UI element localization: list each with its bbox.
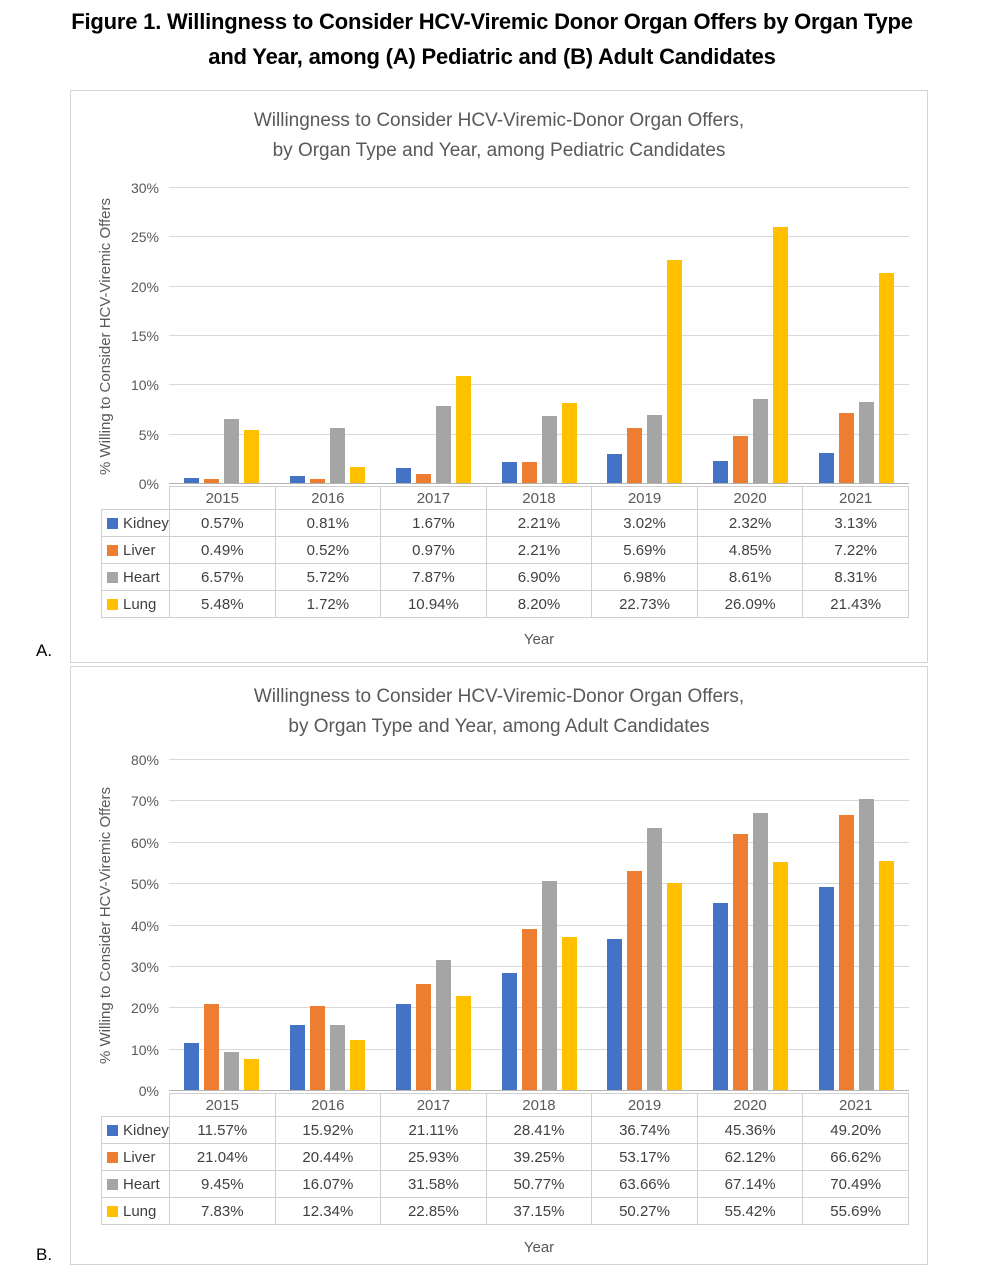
y-tick-label-80%: 80% <box>130 752 159 768</box>
panel-b-label: B. <box>36 1245 53 1264</box>
table-corner-cell <box>102 487 170 510</box>
value-liver-2016: 20.44% <box>275 1144 381 1171</box>
bar-group-2021 <box>803 760 909 1091</box>
value-lung-2021: 21.43% <box>803 591 909 618</box>
data-table <box>101 486 909 618</box>
value-lung-2017: 10.94% <box>381 591 487 618</box>
figure-title <box>0 4 984 74</box>
bar-group-2016 <box>275 760 381 1091</box>
bar-lung-2015 <box>244 430 259 484</box>
bar-group-2020 <box>698 760 804 1091</box>
bar-lung-2021 <box>879 861 894 1091</box>
value-kidney-2021: 49.20% <box>803 1117 909 1144</box>
lung-swatch-icon <box>107 599 118 610</box>
bar-lung-2016 <box>350 467 365 484</box>
y-tick-label-30%: 30% <box>130 180 159 196</box>
data-table <box>101 1093 909 1225</box>
bar-lung-2017 <box>456 376 471 484</box>
bar-group-2015 <box>169 188 275 484</box>
bar-liver-2021 <box>839 413 854 484</box>
table-row-heart <box>102 1171 909 1198</box>
bar-lung-2017 <box>456 996 471 1091</box>
plot-area <box>130 180 909 492</box>
bar-lung-2019 <box>667 260 682 484</box>
y-tick-label-20%: 20% <box>130 1000 159 1017</box>
y-tick-label-60%: 60% <box>130 834 159 851</box>
bar-heart-2016 <box>330 428 345 484</box>
year-header-2019: 2019 <box>592 1094 698 1117</box>
y-tick-label-0%: 0% <box>138 476 159 492</box>
bar-lung-2016 <box>350 1040 365 1091</box>
bar-heart-2015 <box>224 419 239 484</box>
year-header-2015: 2015 <box>170 1094 276 1117</box>
value-lung-2015: 5.48% <box>170 591 276 618</box>
bar-liver-2021 <box>839 815 854 1091</box>
gridline-0% <box>169 483 909 484</box>
lung-swatch-icon <box>107 1206 118 1217</box>
liver-swatch-icon <box>107 545 118 556</box>
kidney-swatch-icon <box>107 518 118 529</box>
value-heart-2020: 8.61% <box>697 564 803 591</box>
y-tick-label-0%: 0% <box>138 1083 159 1099</box>
lung-legend-label: Lung <box>123 1202 157 1220</box>
legend-cell-liver <box>102 537 170 564</box>
y-tick-label-25%: 25% <box>130 229 159 246</box>
bar-lung-2020 <box>773 862 788 1091</box>
value-liver-2019: 5.69% <box>592 537 698 564</box>
y-tick-label-70%: 70% <box>130 793 159 810</box>
bar-heart-2019 <box>647 415 662 484</box>
bar-heart-2021 <box>859 402 874 484</box>
value-kidney-2019: 36.74% <box>592 1117 698 1144</box>
bar-liver-2019 <box>627 428 642 484</box>
value-liver-2018: 39.25% <box>486 1144 592 1171</box>
y-tick-label-5%: 5% <box>138 426 159 443</box>
bar-kidney-2018 <box>502 462 517 484</box>
value-heart-2021: 8.31% <box>803 564 909 591</box>
bar-heart-2015 <box>224 1052 239 1091</box>
data-table-header <box>102 487 909 510</box>
bar-lung-2021 <box>879 273 894 484</box>
y-tick-label-10%: 10% <box>130 377 159 394</box>
value-lung-2020: 26.09% <box>697 591 803 618</box>
plot-area <box>130 752 909 1099</box>
year-header-2021: 2021 <box>803 1094 909 1117</box>
value-kidney-2017: 21.11% <box>381 1117 487 1144</box>
value-heart-2018: 6.90% <box>486 564 592 591</box>
legend-cell-liver <box>102 1144 170 1171</box>
bar-heart-2017 <box>436 960 451 1091</box>
bar-group-2015 <box>169 760 275 1091</box>
table-row-lung <box>102 591 909 618</box>
bar-group-2021 <box>803 188 909 484</box>
year-header-2016: 2016 <box>275 1094 381 1117</box>
bar-heart-2016 <box>330 1025 345 1091</box>
kidney-legend-label: Kidney <box>123 514 169 532</box>
table-row-liver <box>102 537 909 564</box>
bar-kidney-2015 <box>184 1043 199 1091</box>
year-header-2019: 2019 <box>592 487 698 510</box>
x-axis-title: Year <box>523 631 555 648</box>
bar-group-2018 <box>486 760 592 1091</box>
y-axis-title: % Willing to Consider HCV-Viremic Offers <box>97 786 114 1065</box>
bar-liver-2018 <box>522 929 537 1091</box>
value-lung-2019: 22.73% <box>592 591 698 618</box>
value-heart-2016: 16.07% <box>275 1171 381 1198</box>
value-heart-2017: 7.87% <box>381 564 487 591</box>
y-tick-label-10%: 10% <box>130 1041 159 1058</box>
value-kidney-2020: 45.36% <box>697 1117 803 1144</box>
value-liver-2017: 0.97% <box>381 537 487 564</box>
bar-kidney-2017 <box>396 1004 411 1091</box>
bar-liver-2016 <box>310 1006 325 1091</box>
legend-cell-lung <box>102 1198 170 1225</box>
value-liver-2017: 25.93% <box>381 1144 487 1171</box>
value-heart-2020: 67.14% <box>697 1171 803 1198</box>
table-row-lung <box>102 1198 909 1225</box>
x-axis-title: Year <box>523 1239 555 1256</box>
value-liver-2015: 21.04% <box>170 1144 276 1171</box>
pediatric-chart-panel <box>70 90 928 663</box>
bar-liver-2020 <box>733 436 748 484</box>
table-row-liver <box>102 1144 909 1171</box>
liver-legend-label: Liver <box>123 1148 156 1166</box>
bar-group-2018 <box>486 188 592 484</box>
panel-a-label: A. <box>36 641 53 660</box>
year-header-2017: 2017 <box>381 487 487 510</box>
value-heart-2015: 9.45% <box>170 1171 276 1198</box>
value-liver-2021: 66.62% <box>803 1144 909 1171</box>
bar-lung-2020 <box>773 227 788 484</box>
value-lung-2018: 37.15% <box>486 1198 592 1225</box>
value-heart-2017: 31.58% <box>381 1171 487 1198</box>
liver-swatch-icon <box>107 1152 118 1163</box>
bar-group-2020 <box>698 188 804 484</box>
bar-group-2016 <box>275 188 381 484</box>
value-lung-2016: 12.34% <box>275 1198 381 1225</box>
pediatric-chart-title-line2: by Organ Type and Year, among Pediatric Candidates <box>272 140 726 161</box>
bar-group-2017 <box>380 760 486 1091</box>
bar-kidney-2017 <box>396 468 411 484</box>
value-kidney-2016: 0.81% <box>275 510 381 537</box>
legend-cell-lung <box>102 591 170 618</box>
bar-kidney-2019 <box>607 939 622 1091</box>
value-lung-2019: 50.27% <box>592 1198 698 1225</box>
table-header-row <box>102 487 909 510</box>
table-row-kidney <box>102 510 909 537</box>
value-lung-2018: 8.20% <box>486 591 592 618</box>
bar-heart-2021 <box>859 799 874 1091</box>
value-liver-2015: 0.49% <box>170 537 276 564</box>
value-kidney-2016: 15.92% <box>275 1117 381 1144</box>
bar-liver-2018 <box>522 462 537 484</box>
value-heart-2019: 6.98% <box>592 564 698 591</box>
value-liver-2021: 7.22% <box>803 537 909 564</box>
figure-title-line1: Figure 1. Willingness to Consider HCV-Viremic Donor Organ Offers by Organ Type <box>71 9 913 34</box>
value-heart-2015: 6.57% <box>170 564 276 591</box>
value-lung-2021: 55.69% <box>803 1198 909 1225</box>
value-kidney-2015: 0.57% <box>170 510 276 537</box>
y-axis-title: % Willing to Consider HCV-Viremic Offers <box>97 197 114 475</box>
bar-heart-2020 <box>753 399 768 484</box>
table-header-row <box>102 1094 909 1117</box>
bar-heart-2019 <box>647 828 662 1091</box>
bar-lung-2015 <box>244 1059 259 1091</box>
legend-cell-kidney <box>102 510 170 537</box>
year-header-2018: 2018 <box>486 487 592 510</box>
bar-kidney-2021 <box>819 453 834 484</box>
data-table-body <box>102 1117 909 1225</box>
value-kidney-2019: 3.02% <box>592 510 698 537</box>
heart-legend-label: Heart <box>123 1175 160 1193</box>
liver-legend-label: Liver <box>123 541 156 559</box>
year-header-2020: 2020 <box>697 1094 803 1117</box>
gridline-0% <box>169 1090 909 1091</box>
bar-groups <box>169 188 909 484</box>
y-tick-label-40%: 40% <box>130 917 159 934</box>
data-table-header <box>102 1094 909 1117</box>
year-header-2016: 2016 <box>275 487 381 510</box>
adult-chart-title <box>71 667 927 742</box>
bar-heart-2020 <box>753 813 768 1091</box>
value-lung-2016: 1.72% <box>275 591 381 618</box>
kidney-swatch-icon <box>107 1125 118 1136</box>
value-heart-2021: 70.49% <box>803 1171 909 1198</box>
bar-liver-2015 <box>204 1004 219 1091</box>
value-kidney-2020: 2.32% <box>697 510 803 537</box>
y-tick-label-50%: 50% <box>130 876 159 893</box>
value-heart-2019: 63.66% <box>592 1171 698 1198</box>
heart-swatch-icon <box>107 1179 118 1190</box>
value-liver-2020: 4.85% <box>697 537 803 564</box>
bar-kidney-2019 <box>607 454 622 484</box>
pediatric-chart-title-line1: Willingness to Consider HCV-Viremic-Donor Organ Offers, <box>253 110 745 131</box>
adult-chart-panel <box>70 666 928 1265</box>
bar-lung-2018 <box>562 937 577 1091</box>
y-tick-label-20%: 20% <box>130 278 159 295</box>
bar-heart-2018 <box>542 416 557 484</box>
table-row-kidney <box>102 1117 909 1144</box>
bar-group-2017 <box>380 188 486 484</box>
bar-kidney-2020 <box>713 903 728 1091</box>
table-corner-cell <box>102 1094 170 1117</box>
bar-groups <box>169 760 909 1091</box>
value-lung-2015: 7.83% <box>170 1198 276 1225</box>
bar-group-2019 <box>592 760 698 1091</box>
value-liver-2019: 53.17% <box>592 1144 698 1171</box>
bar-lung-2019 <box>667 883 682 1091</box>
year-header-2015: 2015 <box>170 487 276 510</box>
value-liver-2020: 62.12% <box>697 1144 803 1171</box>
value-heart-2018: 50.77% <box>486 1171 592 1198</box>
bar-group-2019 <box>592 188 698 484</box>
value-kidney-2018: 2.21% <box>486 510 592 537</box>
bar-kidney-2018 <box>502 973 517 1091</box>
value-kidney-2015: 11.57% <box>170 1117 276 1144</box>
data-table-body <box>102 510 909 618</box>
figure-title-line2: and Year, among (A) Pediatric and (B) Adult Candidates <box>208 44 776 69</box>
legend-cell-heart <box>102 564 170 591</box>
bar-kidney-2021 <box>819 887 834 1091</box>
value-liver-2018: 2.21% <box>486 537 592 564</box>
y-tick-label-15%: 15% <box>130 328 159 344</box>
bar-kidney-2016 <box>290 1025 305 1091</box>
bar-lung-2018 <box>562 403 577 484</box>
year-header-2017: 2017 <box>381 1094 487 1117</box>
bar-kidney-2020 <box>713 461 728 484</box>
bar-liver-2017 <box>416 984 431 1091</box>
value-kidney-2018: 28.41% <box>486 1117 592 1144</box>
legend-cell-heart <box>102 1171 170 1198</box>
lung-legend-label: Lung <box>123 595 157 613</box>
kidney-legend-label: Kidney <box>123 1121 169 1139</box>
value-lung-2017: 22.85% <box>381 1198 487 1225</box>
legend-cell-kidney <box>102 1117 170 1144</box>
value-kidney-2017: 1.67% <box>381 510 487 537</box>
y-tick-label-30%: 30% <box>130 958 159 975</box>
pediatric-chart-title <box>71 91 927 166</box>
bar-heart-2017 <box>436 406 451 484</box>
adult-chart-title-line1: Willingness to Consider HCV-Viremic-Donor Organ Offers, <box>253 686 745 707</box>
adult-chart-title-line2: by Organ Type and Year, among Adult Candidates <box>288 716 710 737</box>
bar-heart-2018 <box>542 881 557 1091</box>
value-liver-2016: 0.52% <box>275 537 381 564</box>
value-heart-2016: 5.72% <box>275 564 381 591</box>
bar-liver-2020 <box>733 834 748 1091</box>
year-header-2018: 2018 <box>486 1094 592 1117</box>
year-header-2021: 2021 <box>803 487 909 510</box>
value-kidney-2021: 3.13% <box>803 510 909 537</box>
heart-swatch-icon <box>107 572 118 583</box>
table-row-heart <box>102 564 909 591</box>
heart-legend-label: Heart <box>123 568 160 586</box>
year-header-2020: 2020 <box>697 487 803 510</box>
value-lung-2020: 55.42% <box>697 1198 803 1225</box>
bar-liver-2019 <box>627 871 642 1091</box>
